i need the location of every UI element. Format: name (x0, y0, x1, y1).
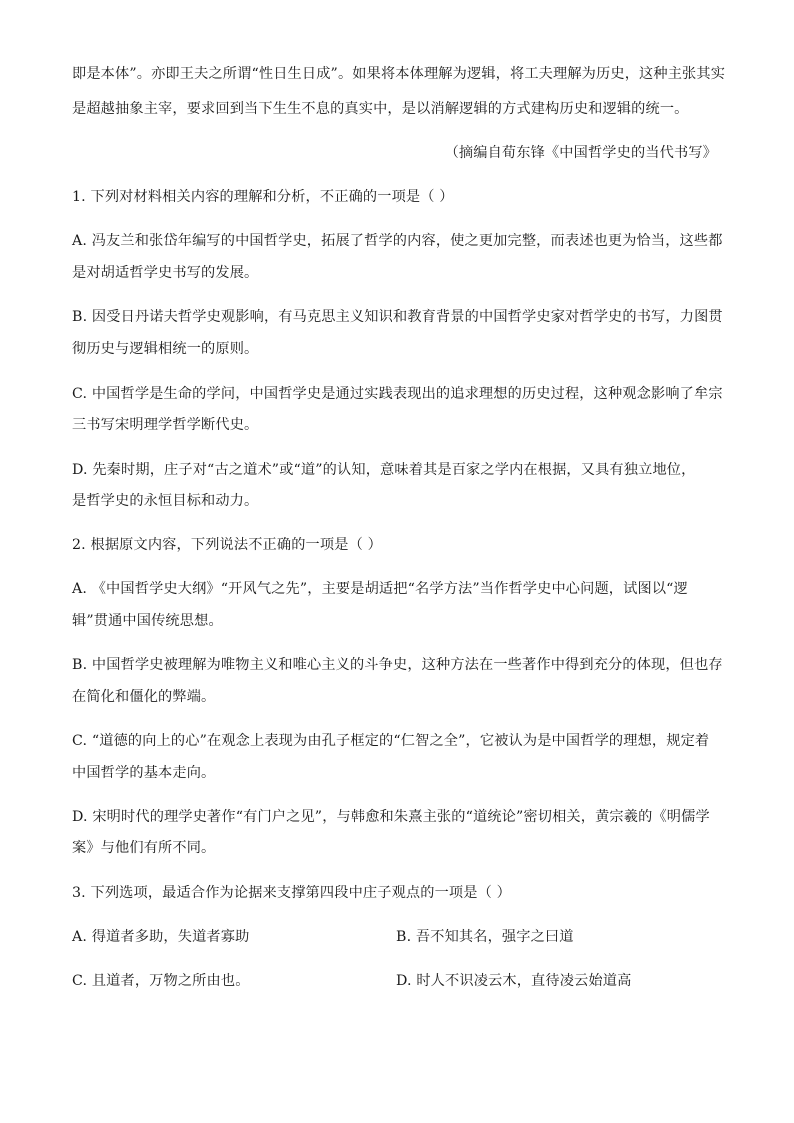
question-2-stem: 2. 根据原文内容，下列说法不正确的一项是（ ） (72, 537, 382, 553)
question-2-option-a-cont: 辑”贯通中国传统思想。 (72, 613, 223, 629)
question-3-option-b: B. 吾不知其名，强字之曰道 (396, 929, 574, 945)
question-1-option-b-cont: 彻历史与逻辑相统一的原则。 (72, 341, 259, 357)
question-1-option-c-cont: 三书写宋明理学哲学断代史。 (72, 417, 259, 433)
intro-line-1: 即是本体”。亦即王夫之所谓“性日生日成”。如果将本体理解为逻辑，将工夫理解为历史，这种主张其实 (72, 66, 726, 82)
question-3-stem: 3. 下列选项，最适合作为论据来支撑第四段中庄子观点的一项是（ ） (72, 885, 511, 901)
question-1-option-d-cont: 是哲学史的永恒目标和动力。 (72, 493, 259, 509)
question-2-option-b: B. 中国哲学史被理解为唯物主义和唯心主义的斗争史，这种方法在一些著作中得到充分的体现，但也存 (72, 657, 723, 673)
question-1-option-c: C. 中国哲学是生命的学问，中国哲学史是通过实践表现出的追求理想的历史过程，这种观念影响了牟宗 (72, 386, 723, 402)
question-2-option-c-cont: 中国哲学的基本走向。 (72, 765, 216, 781)
question-1-option-b: B. 因受日丹诺夫哲学史观影响，有马克思主义知识和教育背景的中国哲学史家对哲学史的书写，力图贯 (72, 309, 723, 325)
question-3-option-a: A. 得道者多助，失道者寡助 (72, 929, 250, 945)
question-2-option-b-cont: 在简化和僵化的弊端。 (72, 689, 216, 705)
question-1-option-d: D. 先秦时期，庄子对“古之道术”或“道”的认知，意味着其是百家之学内在根据，又具有独立地位， (72, 462, 696, 478)
question-3-option-d: D. 时人不识凌云木，直待凌云始道高 (396, 973, 632, 989)
question-2-option-d-cont: 案》与他们有所不同。 (72, 840, 216, 856)
question-1-option-a: A. 冯友兰和张岱年编写的中国哲学史，拓展了哲学的内容，使之更加完整，而表述也更为恰当，这些都 (72, 233, 723, 249)
intro-line-2: 是超越抽象主宰，要求回到当下生生不息的真实中，是以消解逻辑的方式建构历史和逻辑的统一。 (72, 101, 689, 117)
question-2-option-c: C. “道德的向上的心”在观念上表现为由孔子框定的“仁智之全”，它被认为是中国哲学的理想，规定着 (72, 733, 710, 749)
question-2-option-a: A. 《中国哲学史大纲》“开风气之先”，主要是胡适把“名学方法”当作哲学史中心问题，试图以“逻 (72, 581, 688, 597)
question-2-option-d: D. 宋明时代的理学史著作“有门户之见”，与韩愈和朱熹主张的“道统论”密切相关，黄宗羲的《明儒学 (72, 809, 710, 825)
question-1-option-a-cont: 是对胡适哲学史书写的发展。 (72, 265, 259, 281)
question-3-option-c: C. 且道者，万物之所由也。 (72, 973, 250, 989)
question-1-stem: 1. 下列对材料相关内容的理解和分析，不正确的一项是（ ） (72, 189, 454, 205)
source-citation: （摘编自荀东锋《中国哲学史的当代书写》 (444, 145, 717, 161)
